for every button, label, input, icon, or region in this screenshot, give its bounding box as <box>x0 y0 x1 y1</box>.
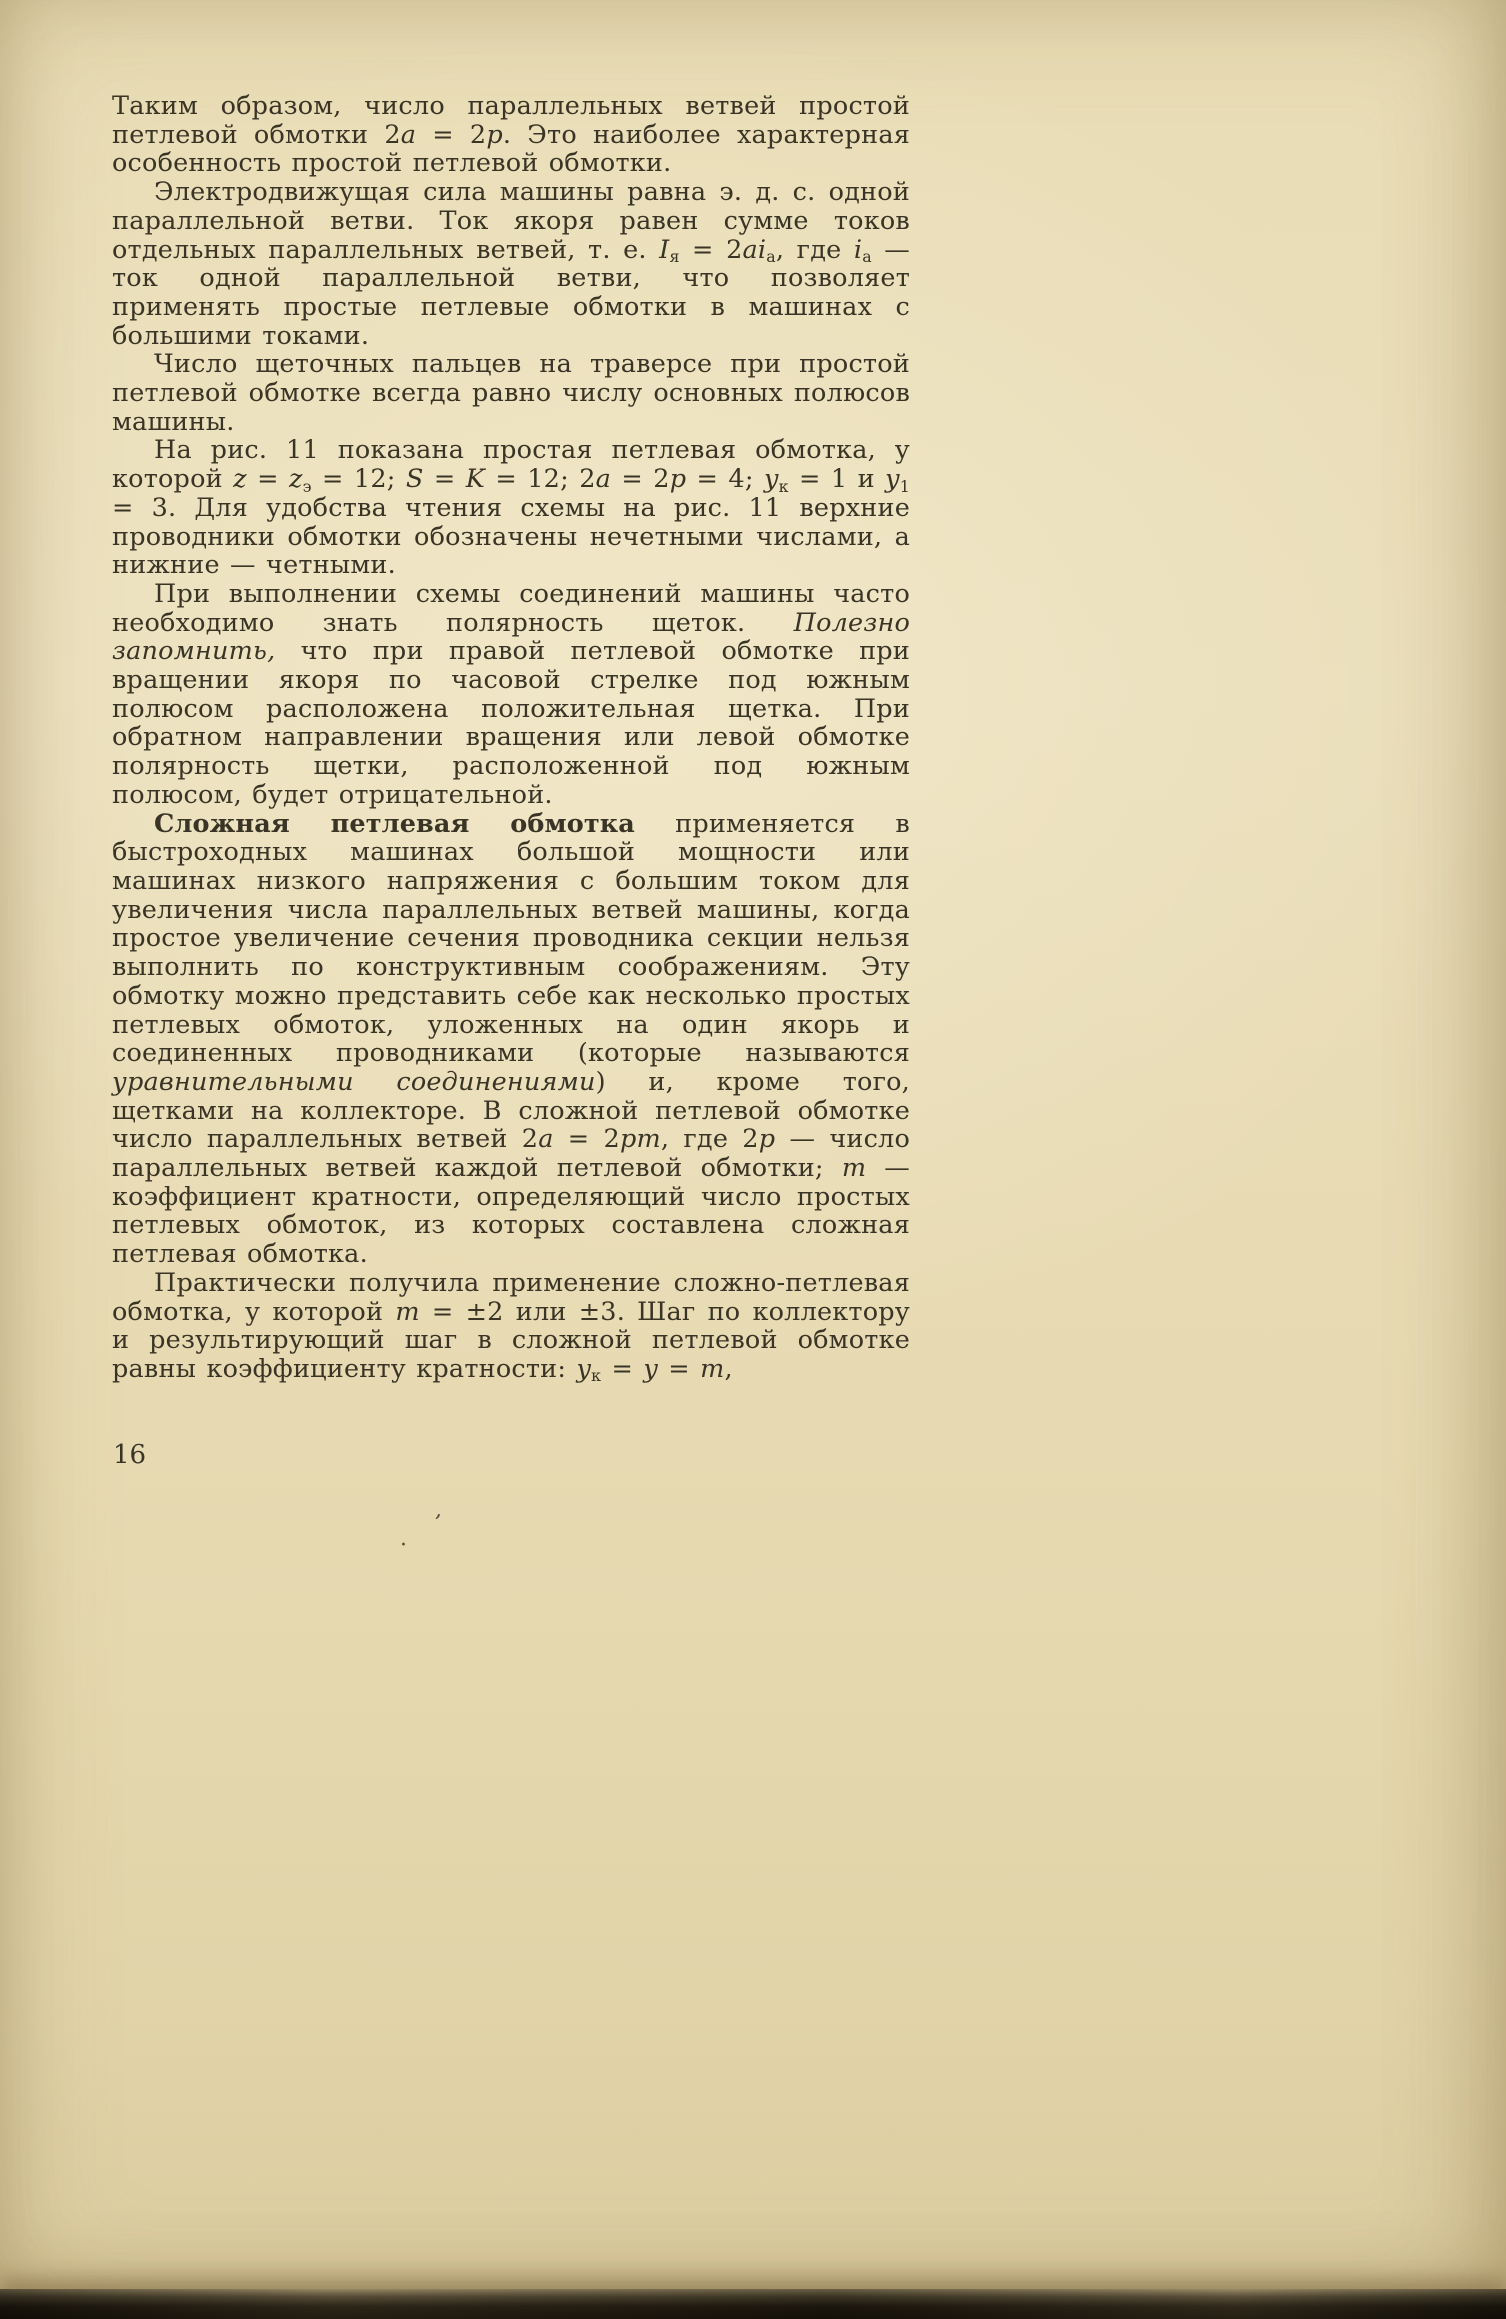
text-segment: — ток одной параллельной ветви, что позволяет применять простые петлевые обмотки в машинах с большими токами. <box>112 234 911 351</box>
text-segment-i: p <box>486 119 503 150</box>
text-segment-sub: к <box>591 1366 602 1386</box>
body-text <box>112 92 910 1384</box>
text-segment: = 4; <box>686 464 764 495</box>
text-segment-i: y <box>576 1353 592 1384</box>
text-segment-b: Сложная петлевая обмотка <box>154 808 635 839</box>
text-segment-i: S <box>405 464 424 495</box>
text-segment-i: pm <box>619 1124 661 1155</box>
text-segment-i: Полезно запомнить, <box>112 607 910 667</box>
paragraph <box>112 178 910 350</box>
text-segment: = <box>246 464 290 495</box>
text-segment: ) и, кроме того, щетками на коллекторе. В сложной петлевой обмотке число параллельных ветвей 2 <box>112 1066 910 1155</box>
text-segment-i: m <box>841 1153 867 1184</box>
text-segment: Таким образом, число параллельных ветвей простой петлевой обмотки 2 <box>112 91 910 150</box>
text-segment: — коэффициент кратности, определяющий число простых петлевых обмоток, из которых составлена сложная петлевая обмотка. <box>112 1153 910 1270</box>
text-segment-i: a <box>595 464 612 495</box>
paragraph <box>112 92 910 178</box>
text-segment: , <box>724 1353 733 1384</box>
text-segment: = 2 <box>416 119 487 150</box>
text-segment: = 2 <box>679 234 743 265</box>
text-segment: = 2 <box>611 464 670 495</box>
text-segment: = 2 <box>553 1124 620 1155</box>
text-segment: = 12; <box>311 464 406 495</box>
text-segment-i: y <box>763 464 779 495</box>
text-segment-i: I <box>659 234 670 265</box>
text-segment-i: y <box>885 464 900 495</box>
stray-stroke-mark: ʼ <box>429 1510 442 1537</box>
text-segment: что при правой петлевой обмотке при вращении якоря по часовой стрелке под южным полюсом расположена положительная щетка. При обратном направлении вращения или левой обмотке полярность щетки, расположенной под южным полюсом, будет отрицательной. <box>112 636 910 810</box>
text-segment-sub: я <box>669 246 680 266</box>
text-segment: На рис. 11 показана простая петлевая обмотка, у которой <box>112 435 910 495</box>
text-segment: Практически получила применение сложно-петлевая обмотка, у которой <box>112 1267 910 1327</box>
text-segment: = <box>601 1353 644 1384</box>
paragraph <box>112 436 910 580</box>
text-segment-sub: а <box>766 246 776 266</box>
text-segment-i: p <box>758 1124 776 1155</box>
text-segment-i: уравнительными соединениями <box>112 1066 596 1097</box>
text-segment: Число щеточных пальцев на траверсе при простой петлевой обмотке всегда равно числу основных полюсов машины. <box>112 349 910 437</box>
text-segment: Электродвижущая сила машины равна э. д. с. одной параллельной ветви. Ток якоря равен сумме токов отдельных параллельных ветвей, т. е. <box>112 177 910 265</box>
text-segment-i: K <box>465 464 486 495</box>
text-segment-i: a <box>400 119 417 150</box>
text-segment: = <box>423 464 466 495</box>
paragraph <box>112 350 910 436</box>
text-segment: = <box>657 1353 701 1384</box>
paragraph <box>112 1269 910 1384</box>
text-segment-i: z <box>233 464 247 495</box>
text-segment-i: z <box>289 464 303 495</box>
text-segment: = 1 и <box>788 464 886 495</box>
text-segment-i: p <box>669 464 687 495</box>
text-segment: — число параллельных ветвей каждой петлевой обмотки; <box>112 1124 911 1184</box>
text-segment-sub: а <box>862 246 872 266</box>
text-segment-i: i <box>853 234 863 265</box>
text-segment: При выполнении схемы соединений машины часто необходимо знать полярность щеток. <box>112 578 910 638</box>
paragraph <box>112 580 910 810</box>
text-segment-i: a <box>538 1124 554 1155</box>
page-number: 16 <box>113 1440 147 1470</box>
text-segment-sub: к <box>778 476 789 496</box>
text-segment-sub: э <box>302 476 312 496</box>
scan-bottom-edge <box>0 2289 1506 2319</box>
text-segment-i: m <box>700 1353 725 1384</box>
paragraph <box>112 810 910 1269</box>
text-segment: , где <box>775 234 854 265</box>
text-segment: = 3. Для удобства чтения схемы на рис. 11 верхние проводники обмотки обозначены нечетными числами, а нижние — четными. <box>112 492 910 581</box>
text-segment: = ±2 или ±3. Шаг по коллектору и результирующий шаг в сложной петлевой обмотке равны коэффициенту кратности: <box>112 1296 910 1384</box>
stray-dot-mark: · <box>400 1533 407 1558</box>
text-segment: . Это наиболее характерная особенность простой петлевой обмотки. <box>112 119 911 179</box>
text-segment-i: ai <box>742 234 767 265</box>
text-segment: = 12; 2 <box>485 464 596 495</box>
text-segment: , где 2 <box>660 1124 759 1155</box>
text-segment-i: y <box>643 1353 658 1384</box>
text-segment: применяется в быстроходных машинах большой мощности или машинах низкого напряжения с большим током для увеличения числа параллельных ветвей машины, когда простое увеличение сечения проводника секции нельзя выполнить по конструктивным соображениям. Эту обмотку можно представить себе как несколько простых петлевых обмоток, уложенных на один якорь и соединенных проводниками (которые называются <box>112 808 910 1069</box>
text-segment-i: m <box>395 1296 420 1327</box>
text-segment-sub: 1 <box>899 476 910 496</box>
